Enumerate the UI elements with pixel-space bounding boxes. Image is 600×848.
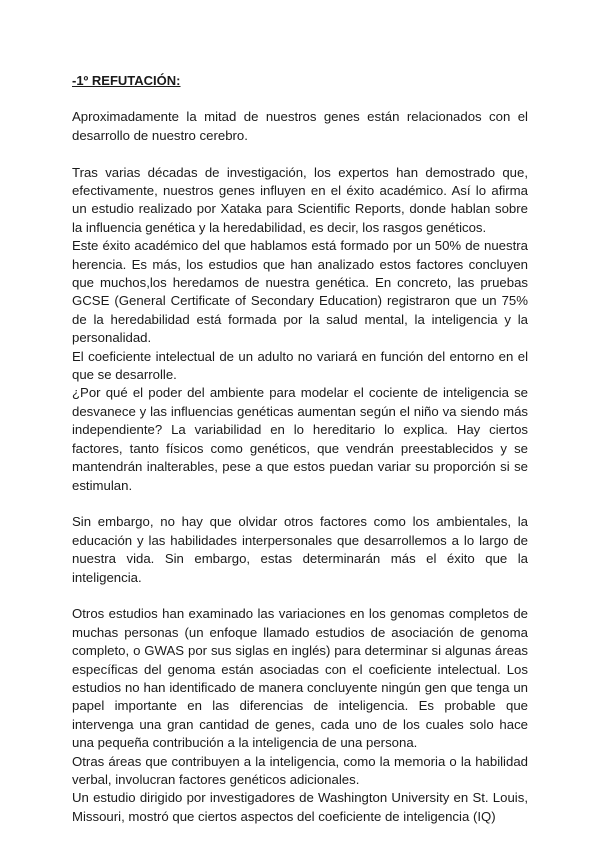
paragraph-environment: ¿Por qué el poder del ambiente para modelar el cociente de inteligencia se desvanece y las influencias genéticas aumentan según el niño va siendo más independiente? La variabilidad en lo hereditario lo explica. Hay ciertos factores, tanto físicos como genéticos, que vendrán preestablecidos y se mantendrán inalterables, pese a que estos puedan variar su proporción si se estimulan. [72, 385, 528, 493]
paragraph-other-factors: Sin embargo, no hay que olvidar otros factores como los ambientales, la educación y las habilidades interpersonales que desarrollemos a lo largo de nuestra vida. Sin embargo, estas determinarán más el éxito que la inteligencia. [72, 514, 528, 585]
paragraph-studies: Tras varias décadas de investigación, los expertos han demostrado que, efectivamente, nuestros genes influyen en el éxito académico. Así lo afirma un estudio realizado por Xataka para Scientific Reports, donde hablan sobre la influencia genética y la heredabilidad, es decir, los rasgos genéticos. [72, 164, 528, 235]
document-page [72, 72, 528, 826]
paragraph-heritage: Este éxito académico del que hablamos está formado por un 50% de nuestra herencia. Es más, los estudios que han analizado estos factores concluyen que muchos,los heredamos de nuestra genética. En concreto, las pruebas GCSE (General Certificate of Secondary Education) registraron que un 75% de la heredabilidad está formada por la salud mental, la inteligencia y la personalidad. [72, 238, 528, 346]
paragraph-memory: Otras áreas que contribuyen a la inteligencia, como la memoria o la habilidad verbal, involucran factores genéticos adicionales. [72, 753, 528, 787]
paragraph-intro: Aproximadamente la mitad de nuestros genes están relacionados con el desarrollo de nuestro cerebro. [72, 109, 528, 143]
paragraph-iq-adult: El coeficiente intelectual de un adulto no variará en función del entorno en el que se desarrolle. [72, 348, 528, 383]
section-heading: -1º REFUTACIÓN: [72, 73, 181, 88]
paragraph-washington: Un estudio dirigido por investigadores de Washington University en St. Louis, Missouri, mostró que ciertos aspectos del coeficiente de inteligencia (IQ) [72, 790, 528, 824]
paragraph-gwas: Otros estudios han examinado las variaciones en los genomas completos de muchas personas (un enfoque llamado estudios de asociación de genoma completo, o GWAS por sus siglas en inglés) para determinar si algunas áreas específicas del genoma están asociadas con el coeficiente intelectual. Los estudios no han identificado de manera concluyente ningún gen que tenga un papel importante en las diferencias de inteligencia. Es probable que intervenga una gran cantidad de genes, cada uno de los cuales solo hace una pequeña contribución a la inteligencia de una persona. [72, 606, 528, 751]
